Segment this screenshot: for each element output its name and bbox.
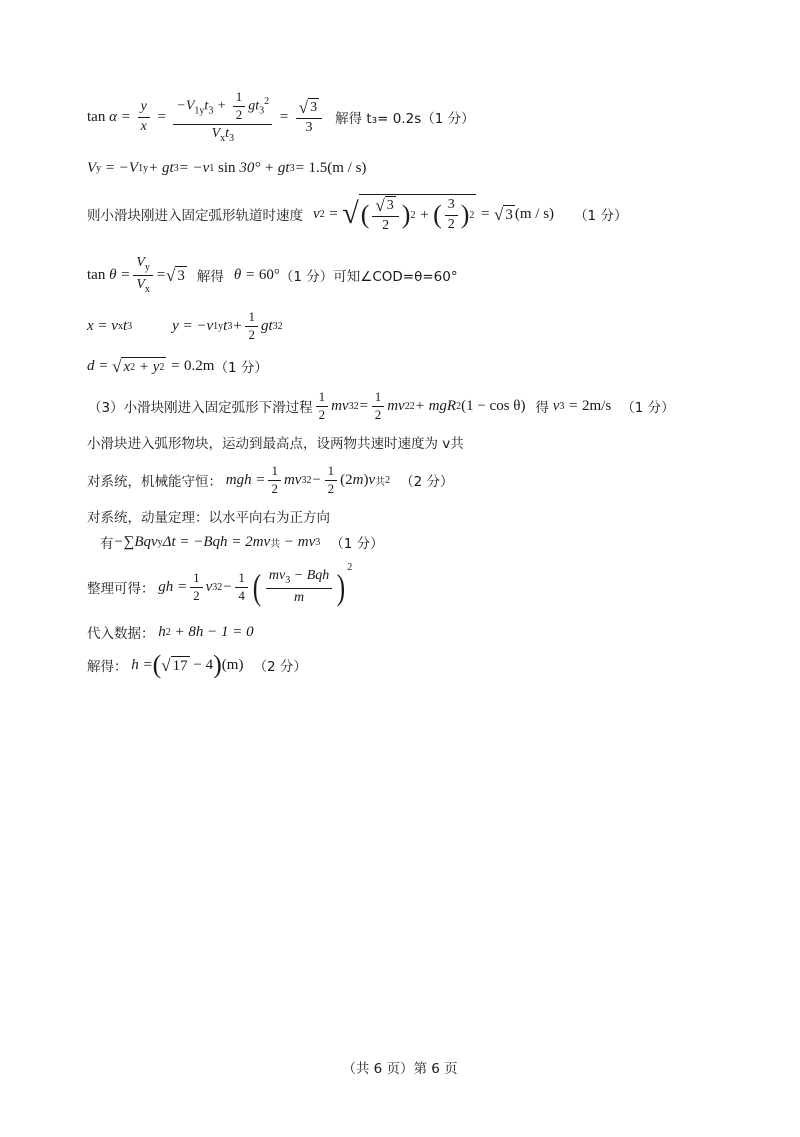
equation-v2: 则小滑块刚进入固定弧形轨道时速度 v 2 = √ ( √ 3 2 ) 2 + ( $\frac{3}{2}$ ) 2 = √ 3 (m / s) （1 分） bbox=[87, 195, 628, 233]
equation-momentum: 有 −∑Bqv y Δt = −Bqh = 2mv 共 − mv 3 （1 分） bbox=[100, 533, 384, 552]
text-common-velocity: 小滑块进入弧形物块，运动到最高点，设两物共速时速度为 v共 bbox=[87, 436, 464, 452]
equation-xy: x = v x t 3 y = −v 1y t 3 + $\frac{1}{2}$ gt 3 2 bbox=[87, 308, 283, 342]
equation-v3: （3）小滑块刚进入固定弧形下滑过程 $\frac{1}{2}$ mv 3 2 = $\frac{1}{2}$ mv 2 2 + mgR 2 (1 − cos θ) 得 v 3 = 2m/s （1 分） bbox=[88, 388, 675, 422]
equation-tan-theta: tan θ = $\frac{V_y}{V_x}$ = √ 3 解得 θ = 60° （1 分）可知∠COD=θ=60° bbox=[87, 255, 458, 295]
equation-quadratic: 代入数据： h 2 + 8h − 1 = 0 bbox=[87, 623, 254, 642]
equation-gh: 整理可得： gh = $\frac{1}{2}$ v 3 2 − $\frac{1}{4}$ ( $\frac{mv_3 - Bqh}{m}$ ) $^2$ bbox=[87, 562, 353, 607]
text-momentum: 对系统，动量定理：以水平向右为正方向 bbox=[87, 510, 330, 526]
equation-energy: 对系统，机械能守恒： mgh = $\frac{1}{2}$ mv 3 2 − $\frac{1}{2}$ (2 m ) v 共 2 （2 分） bbox=[87, 462, 454, 496]
equation-d: d = √ x 2 + y 2 = 0.2m （1 分） bbox=[87, 356, 268, 376]
equation-h-result: 解得： h = ( √ 17 − 4 ) (m) （2 分） bbox=[87, 650, 307, 679]
equation-tan-alpha: tan α = $\frac{y}{x}$ = $-V_{1y}t_3$ + $\frac{1}{2}$ $gt_3^2$ $V_xt_3$ = √ 3 3 解得 t₃= 0.2s（1 分） bbox=[87, 88, 475, 144]
result-t3: 解得 t₃= 0.2s（1 分） bbox=[335, 111, 475, 127]
page-footer: （共 6 页）第 6 页 bbox=[342, 1061, 458, 1077]
equation-vy: V y = −V 1y + gt 3 = −v 1 sin 30° + gt 3 = 1.5(m / s) bbox=[87, 159, 367, 176]
